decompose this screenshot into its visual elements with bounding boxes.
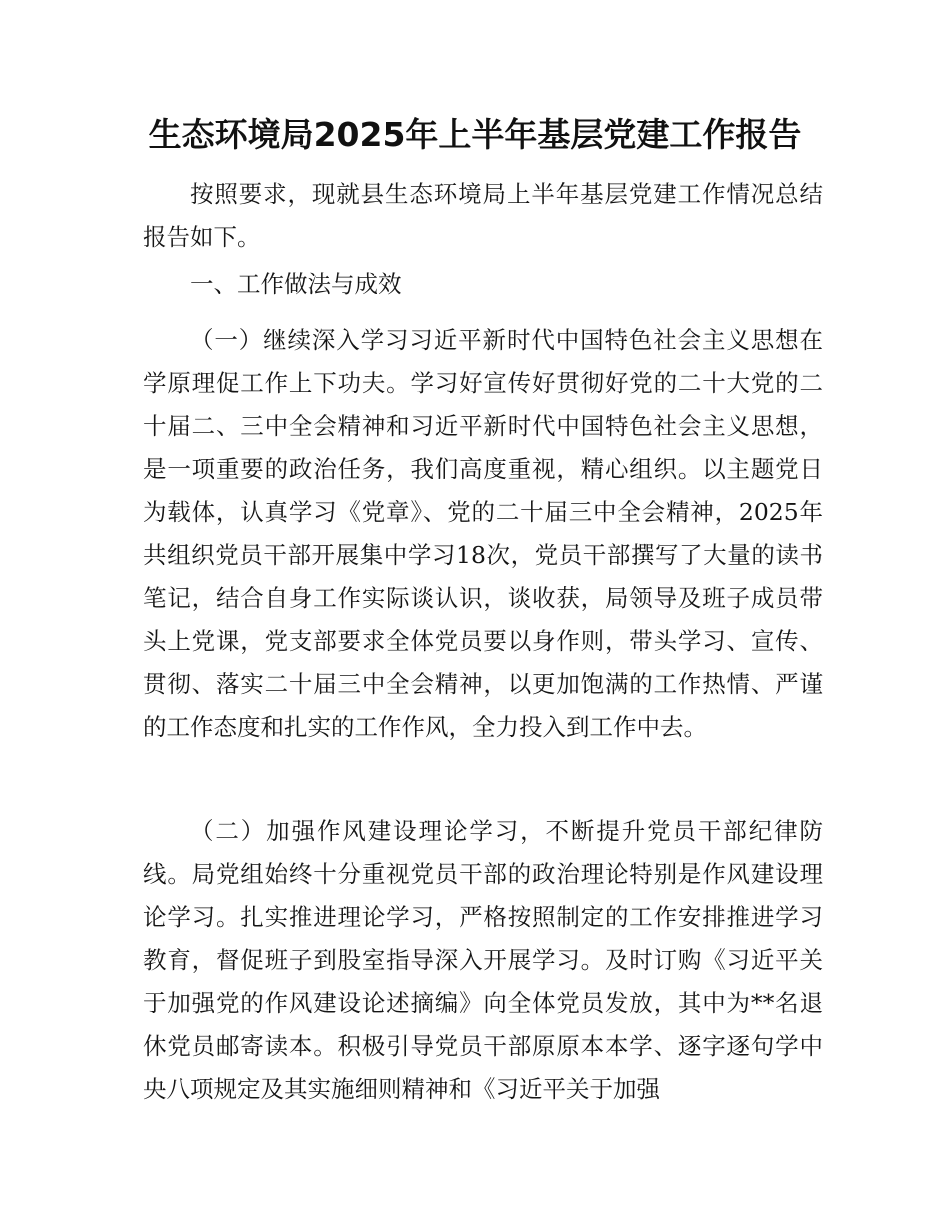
body-paragraph-1: （一）继续深入学习习近平新时代中国特色社会主义思想在学原理促工作上下功夫。学习好宣传好贯彻好党的二十大党的二十届二、三中全会精神和习近平新时代中国特色社会主义思想，是一项重要的政治任务，我们高度重视，精心组织。以主题党日为载体，认真学习《党章》、党的二十届三中全会精神，2025年共组织党员干部开展集中学习18次，党员干部撰写了大量的读书笔记，结合自身工作实际谈认识，谈收获，局领导及班子成员带头上党课，党支部要求全体党员要以身作则，带头学习、宣传、贯彻、落实二十届三中全会精神，以更加饱满的工作热情、严谨的工作态度和扎实的工作作风，全力投入到工作中去。 xyxy=(143,326,823,741)
intro-paragraph: 按照要求，现就县生态环境局上半年基层党建工作情况总结报告如下。 xyxy=(143,180,823,251)
body-paragraph-2: （二）加强作风建设理论学习，不断提升党员干部纪律防线。局党组始终十分重视党员干部的政治理论特别是作风建设理论学习。扎实推进理论学习，严格按照制定的工作安排推进学习教育，督促班子到股室指导深入开展学习。及时订购《习近平关于加强党的作风建设论述摘编》向全体党员发放，其中为**名退休党员邮寄读本。积极引导党员干部原原本本学、逐字逐句学中央八项规定及其实施细则精神和《习近平关于加强 xyxy=(143,817,823,1103)
section-heading: 一、工作做法与成效 xyxy=(190,270,402,298)
document-title: 生态环境局2025年上半年基层党建工作报告 xyxy=(148,115,802,154)
